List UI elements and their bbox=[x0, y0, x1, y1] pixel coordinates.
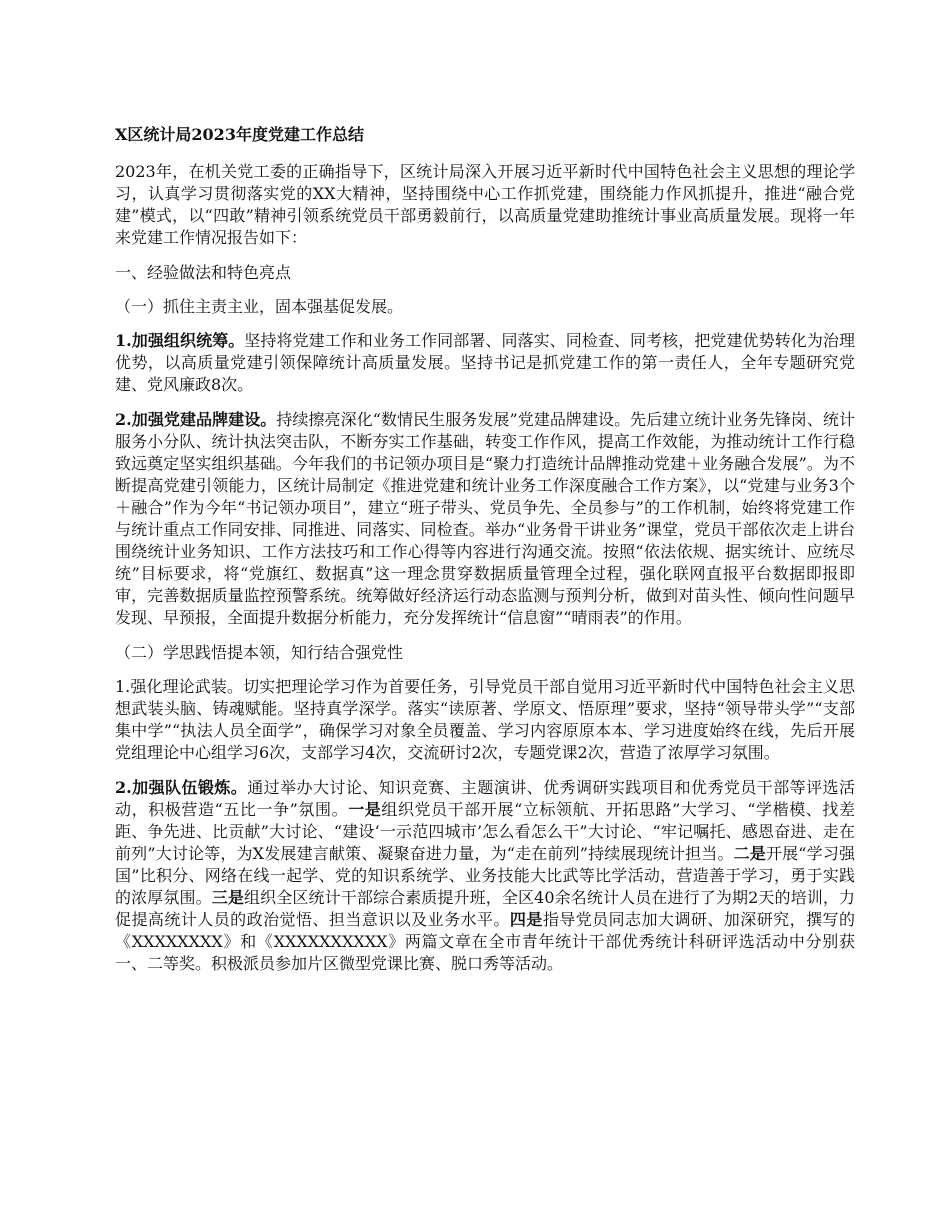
keyword: 一是 bbox=[348, 800, 382, 819]
paragraph-body: 开展“学习强国”比积分、网络在线一起学、党的知识系统学、业务技能大比武等比学活动，营造善于学习，勇于实践的浓厚氛围。 bbox=[115, 844, 855, 907]
paragraph-organization bbox=[115, 330, 855, 396]
paragraph-body: 持续擦亮深化“数情民生服务发展”党建品牌建设。先后建立统计业务先锋岗、统计服务小分队、统计执法突击队，不断夯实工作基础，转变工作作风，提高工作效能，为推动统计工作行稳致远奠定坚实组织基础。今年我们的书记领办项目是“聚力打造统计品牌推动党建＋业务融合发展”。为不断提高党建引领能力，区统计局制定《推进党建和统计业务工作深度融合工作方案》，以“党建与业务3个＋融合”作为今年“书记领办项目”，建立“班子带头、党员争先、全员参与”的工作机制，始终将党建工作与统计重点工作同安排、同推进、同落实、同检查。举办“业务骨干讲业务”课堂，党员干部依次走上讲台围绕统计业务知识、工作方法技巧和工作心得等内容进行沟通交流。按照“依法依规、据实统计、应统尽统”目标要求，将“党旗红、数据真”这一理念贯穿数据质量管理全过程，强化联网直报平台数据即报即审，完善数据质量监控预警系统。统筹做好经济运行动态监测与预判分析，做到对苗头性、倾向性问题早发现、早预报，全面提升数据分析能力，充分发挥统计“信息窗”“晴雨表”的作用。 bbox=[115, 410, 855, 627]
keyword: 三是 bbox=[211, 888, 244, 907]
paragraph-body: 指导党员同志加大调研、加深研究，撰写的《XXXXXXXX》和《XXXXXXXXXX》两篇文章在全市青年统计干部优秀统计科研评选活动中分别获一、二等奖。积极派员参加片区微型党课比赛、脱口秀等活动。 bbox=[115, 910, 855, 973]
paragraph-theory: 1.强化理论武装。切实把理论学习作为首要任务，引导党员干部自觉用习近平新时代中国特色社会主义思想武装头脑、铸魂赋能。坚持真学深学。落实“读原著、学原文、悟原理”要求，坚持“领导带头学”“支部集中学”“执法人员全面学”，确保学习对象全员覆盖、学习内容原原本本、学习进度始终在线，先后开展党组理论中心组学习6次，支部学习4次，交流研讨2次，专题党课2次，营造了浓厚学习氛围。 bbox=[115, 677, 855, 762]
section-heading-1: 一、经验做法和特色亮点 bbox=[115, 263, 292, 282]
keyword: 四是 bbox=[509, 910, 543, 929]
paragraph-lead: 2.加强党建品牌建设。 bbox=[115, 410, 277, 429]
paragraph-body: 通过举办大讨论、知识竞赛、主题演讲、优秀调研实践项目和优秀党员干部等评选活动，积极营造“五比一争”氛围。 bbox=[115, 778, 855, 819]
document-title: X区统计局2023年度党建工作总结 bbox=[115, 125, 364, 144]
paragraph-team bbox=[115, 777, 855, 975]
paragraph-body: 组织全区统计干部综合素质提升班，全区40余名统计人员在进行了为期2天的培训，力促提高统计人员的政治觉悟、担当意识以及业务水平。 bbox=[115, 888, 855, 929]
keyword: 二是 bbox=[733, 844, 766, 863]
paragraph-body: 组织党员干部开展“立标领航、开拓思路”大学习、“学楷模、找差距、争先进、比贡献”大讨论、“建设‘一示范四城市’怎么看怎么干”大讨论、“牢记嘱托、感恩奋进、走在前列”大讨论等，为X发展建言献策、凝聚奋进力量，为“走在前列”持续展现统计担当。 bbox=[115, 800, 855, 863]
subsection-heading-2: （二）学思践悟提本领，知行结合强党性 bbox=[115, 643, 404, 662]
document-page bbox=[115, 124, 855, 988]
subsection-heading-1: （一）抓住主责主业，固本强基促发展。 bbox=[115, 297, 404, 316]
intro-paragraph: 2023年，在机关党工委的正确指导下，区统计局深入开展习近平新时代中国特色社会主义思想的理论学习，认真学习贯彻落实党的XX大精神，坚持围绕中心工作抓党建，围绕能力作风抓提升，推进“融合党建”模式，以“四敢”精神引领系统党员干部勇毅前行，以高质量党建助推统计事业高质量发展。现将一年来党建工作情况报告如下： bbox=[115, 162, 855, 247]
paragraph-body: 坚持将党建工作和业务工作同部署、同落实、同检查、同考核，把党建优势转化为治理优势，以高质量党建引领保障统计高质量发展。坚持书记是抓党建工作的第一责任人，全年专题研究党建、党风廉政8次。 bbox=[115, 331, 855, 394]
paragraph-lead: 1.加强组织统筹。 bbox=[115, 331, 245, 350]
paragraph-brand bbox=[115, 409, 855, 629]
paragraph-lead: 2.加强队伍锻炼。 bbox=[115, 778, 248, 797]
